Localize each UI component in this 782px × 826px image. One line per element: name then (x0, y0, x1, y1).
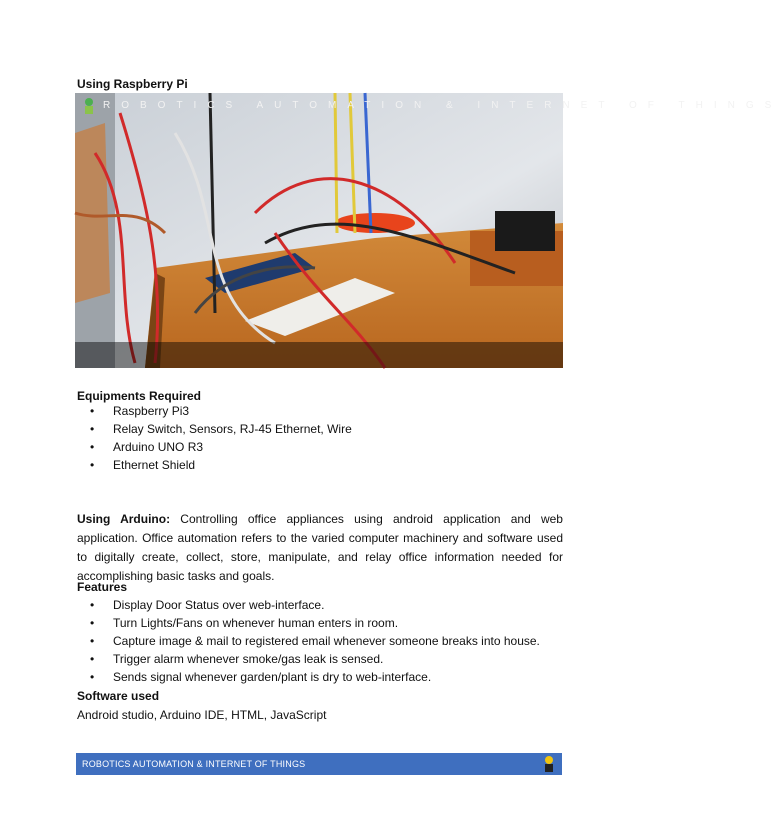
arduino-paragraph (77, 510, 563, 586)
list-item: • Trigger alarm whenever smoke/gas leak is sensed. (90, 650, 540, 668)
list-item: • Relay Switch, Sensors, RJ-45 Ethernet, Wire (90, 420, 352, 438)
list-item: • Display Door Status over web-interface. (90, 596, 540, 614)
features-list (90, 596, 540, 686)
equipments-list (90, 402, 352, 474)
section-title-raspberry: Using Raspberry Pi (77, 77, 188, 91)
software-title: Software used (77, 689, 160, 703)
page-footer (76, 753, 562, 775)
software-text: Android studio, Arduino IDE, HTML, JavaScript (77, 708, 327, 722)
equipments-title: Equipments Required (77, 389, 202, 403)
list-item: • Arduino UNO R3 (90, 438, 352, 456)
list-item: • Raspberry Pi3 (90, 402, 352, 420)
list-item: • Ethernet Shield (90, 456, 352, 474)
list-item: • Sends signal whenever garden/plant is dry to web-interface. (90, 668, 540, 686)
features-title: Features (77, 580, 128, 594)
project-photo (75, 93, 782, 368)
arduino-text: Controlling office appliances using android application and web application. Office automation refers to the varied computer machinery and software used to digitally create, collect, store, manipulate, and relay office information needed for accomplishing basic tasks and goals. (77, 512, 563, 583)
logo-icon (542, 755, 556, 773)
logo-icon (81, 97, 97, 115)
arduino-label: Using Arduino: (77, 512, 171, 526)
photo-illustration (75, 93, 563, 368)
photo-banner-text: ROBOTICS AUTOMATION & INTERNET OF THINGS (103, 100, 782, 111)
list-item: • Turn Lights/Fans on whenever human enters in room. (90, 614, 540, 632)
footer-text: ROBOTICS AUTOMATION & INTERNET OF THINGS (82, 759, 306, 769)
list-item: • Capture image & mail to registered email whenever someone breaks into house. (90, 632, 540, 650)
